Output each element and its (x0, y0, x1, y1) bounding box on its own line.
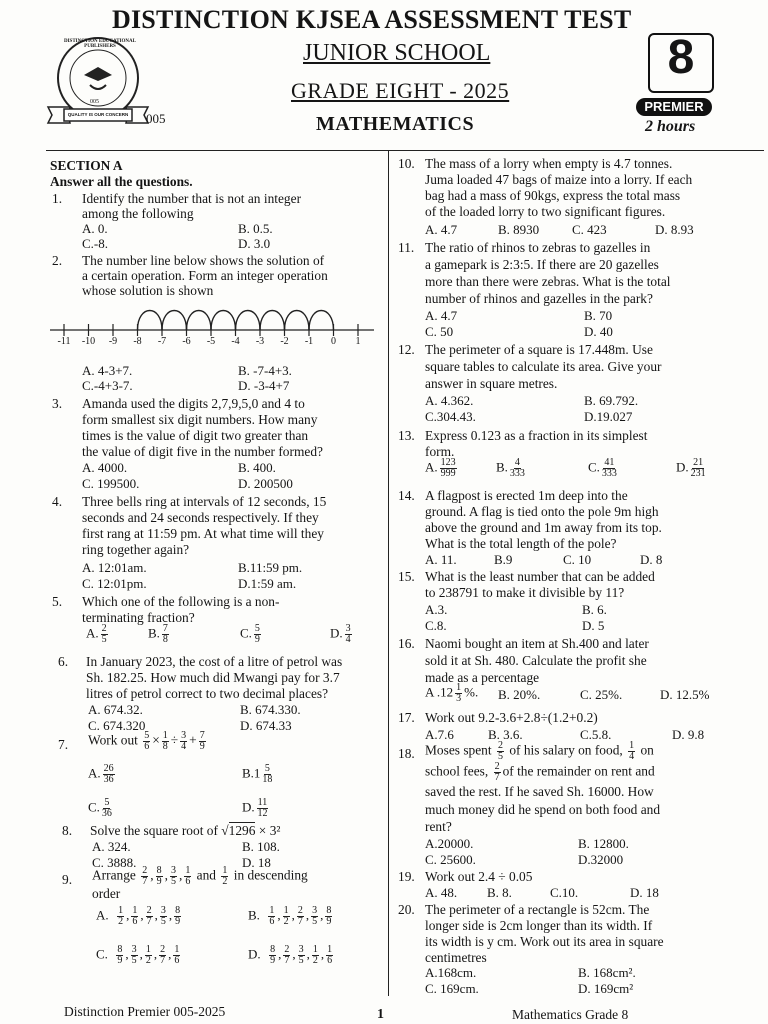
q2-line3: whose solution is shown (82, 283, 214, 298)
q9-option-d[interactable]: D. $\frac{8}{9}$ , $\frac{2}{7}$ , $\frac{3}{5}$ , $\frac{1}{2}$ , $\frac{1}{6}$ (248, 944, 333, 966)
q9-a-label: A. (96, 907, 109, 923)
q18-line2: school fees, $\frac{2}{7}$ of the remainder on rent and (425, 761, 655, 783)
q16-option-a[interactable] (425, 683, 478, 704)
q12-option-b[interactable]: B. 69.792. (584, 393, 639, 408)
q13-option-d[interactable] (676, 458, 708, 479)
q14-line4: What is the total length of the pole? (425, 536, 617, 551)
grade-number: 8 (667, 31, 695, 84)
q8-option-c[interactable]: C. 3888. (92, 855, 137, 870)
q2-option-b[interactable]: B. -7-4+3. (238, 363, 292, 378)
q18-l2a: school fees, (425, 763, 489, 779)
q4-option-a[interactable]: A. 12:01am. (82, 560, 147, 575)
q5-line1: Which one of the following is a non- (82, 594, 280, 609)
q6-line3: litres of petrol correct to two decimal places? (86, 686, 329, 701)
q8-line1 (90, 823, 280, 838)
school-level: JUNIOR SCHOOL (303, 40, 491, 66)
q12-option-d[interactable]: D.19.027 (584, 409, 633, 424)
q11-line4: number of rhinos and gazelles in the park? (425, 291, 653, 306)
q17-option-a[interactable]: A.7.6 (425, 727, 454, 742)
q13-d-fraction: $\frac{21}{231}$ (690, 457, 706, 479)
q18-number: 18. (398, 746, 415, 761)
footer-right: Mathematics Grade 8 (512, 1007, 629, 1022)
q4-option-c[interactable]: C. 12:01pm. (82, 576, 147, 591)
q5-line2: terminating fraction? (82, 610, 195, 625)
q13-line2: form. (425, 444, 455, 459)
q20-line1: The perimeter of a rectangle is 52cm. The (425, 902, 650, 917)
q1-number: 1. (52, 191, 63, 206)
q5-a-label: A. (86, 625, 99, 641)
number-line-tick-label: -4 (231, 336, 240, 347)
q1-option-d[interactable]: D. 3.0 (238, 236, 271, 251)
q12-option-c[interactable]: C.304.43. (425, 409, 476, 424)
q3-option-d[interactable]: D. 200500 (238, 476, 293, 491)
q9-lead: Arrange (92, 867, 136, 883)
number-line-tick-label: -9 (108, 336, 118, 347)
q7-a-fraction: $\frac{26}{36}$ (103, 763, 114, 785)
q7-c-label: C. (88, 799, 100, 815)
number-line-tick-label: -7 (157, 336, 167, 347)
number-line-tick-label: -10 (81, 336, 96, 347)
q13-option-a[interactable] (425, 458, 459, 479)
q17-number: 17. (398, 710, 415, 725)
q16-a-tail: %. (464, 684, 479, 700)
q10-line1: The mass of a lorry when empty is 4.7 tonnes. (425, 156, 673, 171)
q14-option-d[interactable]: D. 8 (640, 552, 663, 567)
q18-option-a[interactable]: A.20000. (425, 836, 474, 851)
q17-option-b[interactable]: B. 3.6. (488, 727, 523, 742)
q14-option-a[interactable]: A. 11. (425, 552, 457, 567)
q17-option-c[interactable]: C.5.8. (580, 727, 612, 742)
q18-option-c[interactable]: C. 25600. (425, 852, 476, 867)
q12-line2: square tables to calculate its area. Give your (425, 359, 662, 374)
q9-number: 9. (62, 872, 73, 887)
q4-line4: ring together again? (82, 542, 190, 557)
q15-line1: What is the least number that can be added (425, 569, 655, 584)
number-line-tick-label: 1 (355, 336, 361, 347)
q4-line2: seconds and 24 seconds respectively. If they (82, 510, 319, 525)
q18-line5: rent? (425, 819, 452, 834)
q11-option-c[interactable]: C. 50 (425, 324, 454, 339)
q11-option-b[interactable]: B. 70 (584, 308, 613, 323)
q11-option-a[interactable]: A. 4.7 (425, 308, 458, 323)
number-line-tick-label: -1 (304, 336, 314, 347)
q2-line1: The number line below shows the solution of (82, 253, 325, 268)
q8-option-b[interactable]: B. 108. (242, 839, 280, 854)
q2-option-d[interactable]: D. -3-4+7 (238, 378, 290, 393)
q13-tail: as a fraction in its simplest (504, 428, 648, 443)
q13-d-label: D. (676, 459, 689, 475)
q6-number: 6. (58, 654, 69, 669)
grade-line: GRADE EIGHT - 2025 (291, 78, 510, 103)
logo-banner-text: QUALITY IS OUR CONCERN (67, 112, 129, 117)
q13-a-fraction: $\frac{123}{999}$ (440, 457, 456, 479)
q9-b-label: B. (248, 907, 260, 923)
q19-option-a[interactable]: A. 48. (425, 885, 458, 900)
header-divider (46, 150, 764, 151)
number-line-jump-arc (162, 311, 187, 331)
q3-line3: times is the value of digit two greater than (82, 428, 309, 443)
q5-option-c[interactable] (240, 624, 263, 645)
q14-number: 14. (398, 488, 415, 503)
q5-d-fraction: $\frac{3}{4}$ (345, 623, 351, 645)
q1-line2: among the following (82, 206, 194, 221)
q4-number: 4. (52, 494, 63, 509)
q8-number: 8. (62, 823, 73, 838)
q13-a-label: A. (425, 459, 438, 475)
subject-title: MATHEMATICS (316, 113, 475, 135)
q15-line2: to 238791 to make it divisible by 11? (425, 585, 625, 600)
section-instruction: Answer all the questions. (50, 174, 193, 189)
q3-option-c[interactable]: C. 199500. (82, 476, 140, 491)
q5-b-label: B. (148, 625, 160, 641)
q17-option-d[interactable]: D. 9.8 (672, 727, 705, 742)
q16-option-d[interactable]: D. 12.5% (660, 687, 710, 702)
logo-ring-text: DISTINCTION EDUCATIONAL PUBLISHERS (63, 39, 136, 49)
q13-option-b[interactable] (496, 458, 527, 479)
premier-badge: PREMIER (636, 98, 712, 116)
paper-code: 005 (146, 111, 166, 126)
number-line-tick-label: -11 (57, 336, 71, 347)
q20-line4: centimetres (425, 950, 487, 965)
q12-line3: answer in square metres. (425, 376, 558, 391)
q7-d-label: D. (242, 799, 255, 815)
q15-option-a[interactable]: A.3. (425, 602, 448, 617)
q2-option-a[interactable]: A. 4-3+7. (82, 363, 133, 378)
q13-line1 (425, 428, 647, 443)
number-line-jump-arc (236, 311, 261, 331)
q15-option-d[interactable]: D. 5 (582, 618, 605, 633)
q20-line3: its width is y cm. Work out its area in square (425, 934, 664, 949)
q9-option-b[interactable]: B. $\frac{1}{6}$ , $\frac{1}{2}$ , $\frac{2}{7}$ , $\frac{3}{5}$ , $\frac{8}{9}$ (248, 905, 332, 927)
q5-c-fraction: $\frac{5}{9}$ (254, 623, 260, 645)
q10-line2: Juma loaded 47 bags of maize into a lorry. If each (425, 172, 693, 187)
q11-option-d[interactable]: D. 40 (584, 324, 613, 339)
q6-option-a[interactable]: A. 674.32. (88, 702, 143, 717)
q4-line1: Three bells ring at intervals of 12 seconds, 15 (82, 494, 327, 509)
q5-number: 5. (52, 594, 63, 609)
q3-line4: the value of digit five in the number formed? (82, 444, 323, 459)
q18-line3: saved the rest. If he saved Sh. 16000. How (425, 784, 654, 799)
q9-tail: in descending (233, 867, 308, 883)
number-line-jump-arc (138, 311, 163, 331)
q16-line2: sold it at Sh. 480. Calculate the profit she (425, 653, 647, 668)
number-line-jump-arc (309, 311, 334, 331)
q16-line3: made as a percentage (425, 670, 540, 685)
q14-option-c[interactable]: C. 10 (563, 552, 592, 567)
q13-number: 13. (398, 428, 415, 443)
q6-option-d[interactable]: D. 674.33 (240, 718, 292, 733)
q7-c-fraction: $\frac{5}{36}$ (101, 797, 112, 819)
q20-line2: longer side is 2cm longer than its width. If (425, 918, 653, 933)
q9-c-label: C. (96, 946, 108, 962)
q12-option-a[interactable]: A. 4.362. (425, 393, 474, 408)
q10-option-d[interactable]: D. 8.93 (655, 222, 694, 237)
q10-option-b[interactable]: B. 8930 (498, 222, 540, 237)
page-number: 1 (377, 1007, 384, 1022)
q12-line1: The perimeter of a square is 17.448m. Use (425, 342, 653, 357)
q7-option-b[interactable] (242, 764, 274, 785)
q4-line3: first rang at 11:59 pm. At what time will they (82, 526, 324, 541)
q3-number: 3. (52, 396, 63, 411)
q16-option-c[interactable]: C. 25%. (580, 687, 623, 702)
q9-option-c[interactable]: C. $\frac{8}{9}$ , $\frac{3}{5}$ , $\frac{1}{2}$ , $\frac{2}{7}$ , $\frac{1}{6}$ (96, 944, 180, 966)
q18-option-b[interactable]: B. 12800. (578, 836, 629, 851)
number-line-jump-arc (260, 311, 285, 331)
q7-b-fraction: $\frac{5}{18}$ (262, 763, 273, 785)
q20-number: 20. (398, 902, 415, 917)
q5-d-label: D. (330, 625, 343, 641)
number-line-jump-arc (285, 311, 310, 331)
number-line-tick-label: 0 (331, 336, 336, 347)
number-line-tick-label: -8 (133, 336, 142, 347)
q8-option-a[interactable]: A. 324. (92, 839, 131, 854)
q2-line2: a certain operation. Form an integer operation (82, 268, 328, 283)
duration: 2 hours (645, 118, 696, 135)
q8-root: √1296 (221, 823, 256, 838)
number-line-tick-label: -2 (280, 336, 289, 347)
q9-line2: order (92, 886, 121, 901)
q20-option-a[interactable]: A.168cm. (425, 965, 477, 980)
q2-number: 2. (52, 253, 63, 268)
q10-line3: bag had a mass of 90kgs, express the total mass (425, 188, 681, 203)
q10-line4: of the loaded lorry to two significant figures. (425, 204, 666, 219)
q16-a-fraction: $\frac{1}{3}$ (456, 682, 462, 704)
logo-center-code: 005 (90, 99, 99, 105)
section-title: SECTION A (50, 158, 123, 173)
q8-text: Solve the square root of (90, 823, 218, 838)
q16-a-label: A .12 (425, 684, 454, 700)
q11-number: 11. (398, 240, 415, 255)
q13-b-fraction: $\frac{4}{333}$ (509, 457, 525, 479)
q5-c-label: C. (240, 625, 252, 641)
q14-line1: A flagpost is erected 1m deep into the (425, 488, 628, 503)
q7-option-a[interactable] (88, 764, 117, 785)
q19-option-d[interactable]: D. 18 (630, 885, 659, 900)
q14-line2: ground. A flag is tied onto the pole 9m high (425, 504, 659, 519)
number-line-jump-arc (187, 311, 212, 331)
q4-option-d[interactable]: D.1:59 am. (238, 576, 297, 591)
q6-line2: Sh. 182.25. How much did Mwangi pay for 3.7 (86, 670, 340, 685)
q20-option-d[interactable]: D. 169cm² (578, 981, 634, 996)
q19-option-b[interactable]: B. 8. (487, 885, 512, 900)
q7-expression: Work out $\frac{5}{6}$ × $\frac{1}{8}$ ÷ $\frac{3}{4}$ + $\frac{7}{9}$ (88, 730, 205, 752)
q12-number: 12. (398, 342, 415, 357)
q19-line1: Work out 2.4 ÷ 0.05 (425, 869, 533, 884)
q11-line3: more than there were zebras. What is the total (425, 274, 671, 289)
q13-c-fraction: $\frac{41}{333}$ (601, 457, 617, 479)
q19-number: 19. (398, 869, 415, 884)
q7-a-label: A. (88, 765, 101, 781)
q14-option-b[interactable]: B.9 (494, 552, 513, 567)
q18-option-d[interactable]: D.32000 (578, 852, 624, 867)
q15-number: 15. (398, 569, 415, 584)
q13-b-label: B. (496, 459, 508, 475)
q13-lead: Express (425, 428, 468, 443)
q9-d-label: D. (248, 946, 261, 962)
q14-line3: above the ground and 1m away from its top. (425, 520, 662, 535)
number-line-jump-arc (211, 311, 236, 331)
q6-option-b[interactable]: B. 674.330. (240, 702, 301, 717)
q3-line1: Amanda used the digits 2,7,9,5,0 and 4 to (82, 396, 305, 411)
q9-line1: Arrange $\frac{2}{7}$ , $\frac{8}{9}$ , $\frac{3}{5}$ , $\frac{1}{6}$ and $\frac{1}{2}$ in descending (92, 865, 308, 887)
q4-option-b[interactable]: B.11:59 pm. (238, 560, 303, 575)
q10-option-a[interactable]: A. 4.7 (425, 222, 458, 237)
q3-option-a[interactable]: A. 4000. (82, 460, 128, 475)
q3-line2: form smallest six digit numbers. How many (82, 412, 318, 427)
q6-line1: In January 2023, the cost of a litre of petrol was (86, 654, 343, 669)
q20-option-c[interactable]: C. 169cm. (425, 981, 479, 996)
footer-left: Distinction Premier 005-2025 (64, 1004, 226, 1019)
q5-option-d[interactable] (330, 624, 354, 645)
q11-line1: The ratio of rhinos to zebras to gazelles in (425, 240, 651, 255)
q5-option-a[interactable] (86, 624, 110, 645)
q16-line1: Naomi bought an item at Sh.400 and later (425, 636, 649, 651)
q5-b-fraction: $\frac{7}{8}$ (162, 623, 168, 645)
q8-option-d[interactable]: D. 18 (242, 855, 271, 870)
q1-line1: Identify the number that is not an integer (82, 191, 302, 206)
number-line-tick-label: -6 (182, 336, 191, 347)
q7-lead: Work out (88, 732, 138, 748)
q18-line4: much money did he spend on both food and (425, 802, 661, 817)
q5-option-b[interactable] (148, 624, 171, 645)
q18-l1a: Moses spent (425, 742, 492, 758)
q15-option-c[interactable]: C.8. (425, 618, 447, 633)
q1-option-a[interactable]: A. 0. (82, 221, 108, 236)
q7-option-d[interactable] (242, 798, 270, 819)
q7-number: 7. (58, 737, 69, 752)
q10-number: 10. (398, 156, 415, 171)
q7-option-c[interactable] (88, 798, 114, 819)
q17-line1: Work out 9.2-3.6+2.8÷(1.2+0.2) (425, 710, 598, 725)
paper-title: DISTINCTION KJSEA ASSESSMENT TEST (112, 5, 632, 34)
number-line-tick-label: -3 (255, 336, 265, 347)
number-line-tick-label: -5 (206, 336, 216, 347)
q1-option-c[interactable]: C.-8. (82, 236, 108, 251)
q18-l1c: on (640, 742, 654, 758)
q16-number: 16. (398, 636, 415, 651)
q18-line1: Moses spent $\frac{2}{5}$ of his salary on food, $\frac{1}{4}$ on (425, 740, 654, 762)
q5-a-fraction: $\frac{2}{5}$ (101, 623, 107, 645)
q1-option-b[interactable]: B. 0.5. (238, 221, 273, 236)
q16-option-b[interactable]: B. 20%. (498, 687, 541, 702)
q20-option-b[interactable]: B. 168cm². (578, 965, 636, 980)
q3-option-b[interactable]: B. 400. (238, 460, 276, 475)
q15-option-b[interactable]: B. 6. (582, 602, 607, 617)
q13-c-label: C. (588, 459, 600, 475)
q11-line2: a gamepark is 2:3:5. If there are 20 gazelles (425, 257, 659, 272)
q6-option-c[interactable]: C. 674.320 (88, 718, 146, 733)
q18-l2b: of the remainder on rent and (502, 763, 655, 779)
q13-option-c[interactable] (588, 458, 619, 479)
q18-l1b: of his salary on food, (509, 742, 623, 758)
q8-tail: × 3² (258, 823, 281, 838)
q7-b-label: B.1 (242, 765, 261, 781)
column-divider (388, 151, 389, 996)
q10-option-c[interactable]: C. 423 (572, 222, 607, 237)
q9-mid: and (196, 867, 217, 883)
q7-d-fraction: $\frac{11}{12}$ (257, 797, 268, 819)
q13-recurring-decimal: 0.123 (470, 428, 501, 443)
q9-option-a[interactable]: A. $\frac{1}{2}$ , $\frac{1}{6}$ , $\frac{2}{7}$ , $\frac{3}{5}$ , $\frac{8}{9}$ (96, 905, 181, 927)
q19-option-c[interactable]: C.10. (550, 885, 579, 900)
q2-option-c[interactable]: C.-4+3-7. (82, 378, 133, 393)
